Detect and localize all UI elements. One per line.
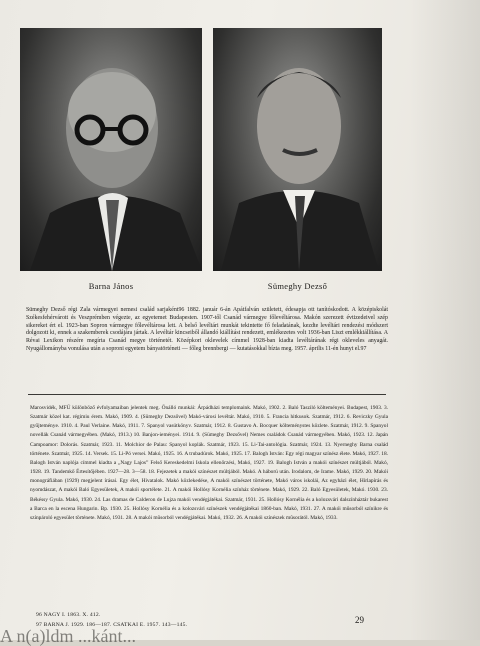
footnote-96: 96 NAGY I. 1863. X. 412.: [36, 612, 101, 618]
page-number: 29: [355, 615, 364, 625]
biography-paragraph: Sümeghy Dezső régi Zala vármegyei nemesi család sarjaként96 1882. január 6-án Apátfalván született, édesapja ott tanítóskodott. A középiskolát Székesfehérvárott és Veszprémben végezte, az egyetemet Budapesten. 1907-től Csanád vármegye főlevéltárosa. Makón szerezett évtizedeivel szép sikereket ért el. 1923-ban Sopron vármegye főlevéltárosa lett. A belső levéltári munkát tekintette fő feladatának, kezdte levéltári rendezési módszert dolgozott ki, ennek a szakemberek csodájára jártak. A levéltár kincseiből állandó kiállítást rendezett, emlékezetes volt 1936-ban Liszt emlékkiállítása. A Révai Lexikon részére megírta Csanád megye történetét. Középkori oklevelek címmel 1928-ban kiadta levéltárának régi okleveles anyagát. Nyugállományba vonulása után a soproni egyetem bányatörténeti — főleg brennbergi — kutatásokkal bízta meg. 1957. április 11-én hunyt el.97: [26, 307, 388, 352]
portrait-sumeghy-dezso: [213, 28, 382, 271]
footnote-97: 97 BARNA J. 1929. 186—187. CSATKAI E. 1957. 143—145.: [36, 622, 188, 628]
page-shadow: [410, 0, 480, 640]
notes-paragraph: Marosvidék, MFÜ különböző évfolyamaiban jelentek meg. Önálló munkái: Árpádházi templomaink. Makó, 1902. 2. Baló Tasziló költeményei. Budapest, 1903. 3. Szatmár közel kat. régimiu érem. Makó, 1909. 4. (Sümeghy Dezsővel) Makó-városi levéltár. Makó, 1910. 5. Francia hitkusok. Szatmár, 1912. 6. Reviczky Gyula gyűjteménye. 1910. 4. Paul Verlaine. Makó, 1911. 7. Spanyol vasútkönyv. Szatmár, 1912. 8. Gustavo A. Bocquer költeménystes közlete. Szatmár, 1912. 9. Spanyol novellák Csanád vármegyében. (Makó, 1913.) 10. Banjon-ieményei. 1914. 9. (Sümeghy Dezsővel) Nemes családok Csanád vármegyében. Makó, 1923. 12. Japán Campoamor: Dolorás. Szatmár, 1923. 11. Molchior de Palau: Spanyol koplák. Szatmár, 1923. 15. Li-Tai-antológia. Szatmár, 1924. 13. Nyerneghy Barna család története. Szatmár, 1925. 14. Versek. 15. Li-Pó versei. Makó, 1925. 16. A trubadúrok. Makó, 1925. 17. Balogh István: Egy régi magyar színész élete. Makó, 1927. 18. Balogh István naplója címmel kiadta a „Nagy Lajos” Felső Kereskedelmi Iskola ellenőrzési, Makó, 1927. 19. Balogh István a makói színészet múltjából. Makó, 1928. 19. Tandemkő Értesítőjében. 1927—28. 3—58. 18. Fejezetek a makói színészet múltjából. Makó. A háború után. Irodalom, de Irame. Makó, 1929. 20. Makói monográfiában (1929) megjelent írásai. Egy élet, Hivatalok. Makó közlekedése, A makói színészet története, Makó város iskolái, Az egyházi élet, Hírlapírás és nyomdászat, A makói Baló Egyesületek, A makói sportélete. 21. A makói Hollósy Kornélia színház története. Makó, 1929. 22. Baló Egyesületek, Makó. 1930. 23. Békéssy Gyula. Makó, 1930. 24. Las dramas de Calderon de Lujza makói vendégjátékai. Szatmár, 1931. 25. Hollósy Kornélia és a kolozsvári dalszínháztár bukarest a Barca en la escena Hungarin. Bp. 1930. 25. Hollósy Kornélia és a kolozsvári színészek vendégjátékai 1860-ban. Makó, 1931. 27. A makói mûsorból színikre és színpároló egyesület története. Makó, 1931. 28. A makói mûsorból vendégjátékai. Makó, 1932. 26. A makói színészek mûsorától. Makó, 1933.: [30, 405, 388, 521]
section-divider: [28, 394, 386, 395]
portrait-caption: Barna János: [88, 281, 134, 291]
bleed-through-text: A n(a)ldm ...kánt...: [0, 626, 136, 646]
portrait-caption: Sümeghy Dezső: [267, 281, 328, 291]
portrait-barna-janos: [20, 28, 202, 271]
